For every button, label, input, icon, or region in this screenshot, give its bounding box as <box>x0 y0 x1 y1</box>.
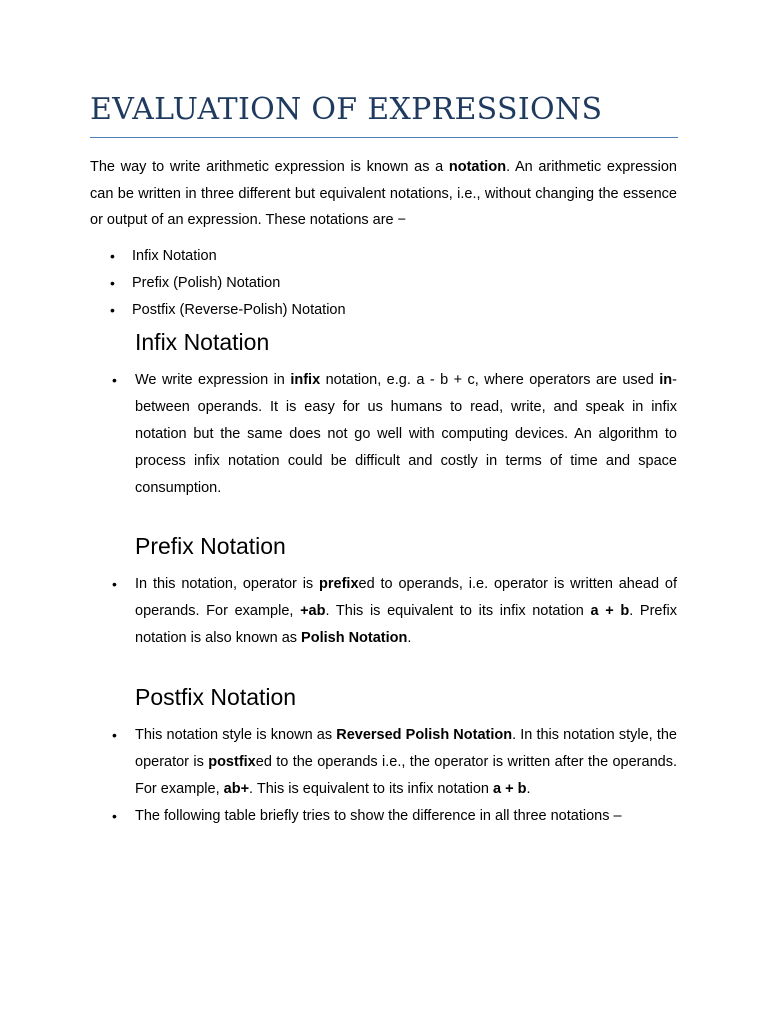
prefix-text-3: . This is equivalent to its infix notation <box>325 603 591 619</box>
bullet-icon: • <box>110 302 115 318</box>
list-item-label: Postfix (Reverse-Polish) Notation <box>132 302 346 318</box>
postfix-bold-reversed-polish: Reversed Polish Notation <box>336 727 513 743</box>
bullet-icon: • <box>110 248 115 264</box>
postfix-heading: Postfix Notation <box>135 684 297 710</box>
list-item <box>90 270 677 297</box>
infix-heading: Infix Notation <box>135 329 270 355</box>
intro-text-2: . An arithmetic expression can be written in three different but equivalent notations, i.e., without changing the essence or output of an expression. These notations are − <box>90 159 677 228</box>
postfix-table-intro <box>110 803 677 830</box>
prefix-text-4: . Prefix notation is also known as <box>135 603 677 646</box>
intro-text-1: The way to write arithmetic expression is known as a <box>90 159 449 175</box>
postfix-section <box>110 722 677 830</box>
intro-paragraph <box>90 154 677 234</box>
postfix-bold-example: ab+ <box>223 781 250 797</box>
list-item-label: Infix Notation <box>132 248 217 264</box>
postfix-text-3: ed to the operands i.e., the operator is written after the operands. For example, <box>135 754 677 797</box>
notation-list <box>90 243 677 324</box>
infix-section <box>110 367 677 502</box>
infix-text-2: notation, e.g. a - b + c, where operators are used <box>320 372 660 388</box>
page-title: EVALUATION OF EXPRESSIONS <box>90 92 603 127</box>
prefix-bold-example: +ab <box>300 603 326 619</box>
prefix-text-2: ed to operands, i.e. operator is written ahead of operands. For example, <box>135 576 678 619</box>
prefix-heading: Prefix Notation <box>135 533 286 559</box>
bullet-icon: • <box>112 808 117 824</box>
infix-bold-infix: infix <box>290 372 321 388</box>
prefix-description <box>110 571 677 652</box>
infix-bold-in: in <box>659 372 673 388</box>
prefix-bold-infix-form: a + b <box>590 603 630 619</box>
infix-text-1: We write expression in <box>135 372 291 388</box>
postfix-text-1: This notation style is known as <box>135 727 337 743</box>
prefix-text-1: In this notation, operator is <box>135 576 320 592</box>
postfix-bold-postfix: postfix <box>208 754 256 770</box>
bullet-icon: • <box>112 727 117 743</box>
infix-text-3: -between operands. It is easy for us humans to read, write, and speak in infix notation but the same does not go well with computing devices. An algorithm to process infix notation could be difficult and costly in terms of time and space consumption. <box>135 372 677 496</box>
postfix-text-5: . <box>526 781 531 797</box>
intro-bold-notation: notation <box>448 159 507 175</box>
postfix-description <box>110 722 677 803</box>
postfix-table-intro-text: The following table briefly tries to show the difference in all three notations – <box>135 808 622 824</box>
postfix-text-2: . In this notation style, the operator is <box>135 727 677 770</box>
bullet-icon: • <box>110 275 115 291</box>
list-item-label: Prefix (Polish) Notation <box>132 275 281 291</box>
prefix-text-5: . <box>407 630 412 646</box>
postfix-text-4: . This is equivalent to its infix notation <box>249 781 493 797</box>
prefix-section <box>110 571 677 652</box>
prefix-bold-polish: Polish Notation <box>301 630 408 646</box>
bullet-icon: • <box>112 372 117 388</box>
title-underline <box>90 137 678 138</box>
bullet-icon: • <box>112 576 117 592</box>
prefix-bold-prefix: prefix <box>319 576 359 592</box>
list-item <box>90 243 677 270</box>
list-item <box>90 297 677 324</box>
infix-description <box>110 367 677 502</box>
postfix-bold-infix-form: a + b <box>493 781 527 797</box>
